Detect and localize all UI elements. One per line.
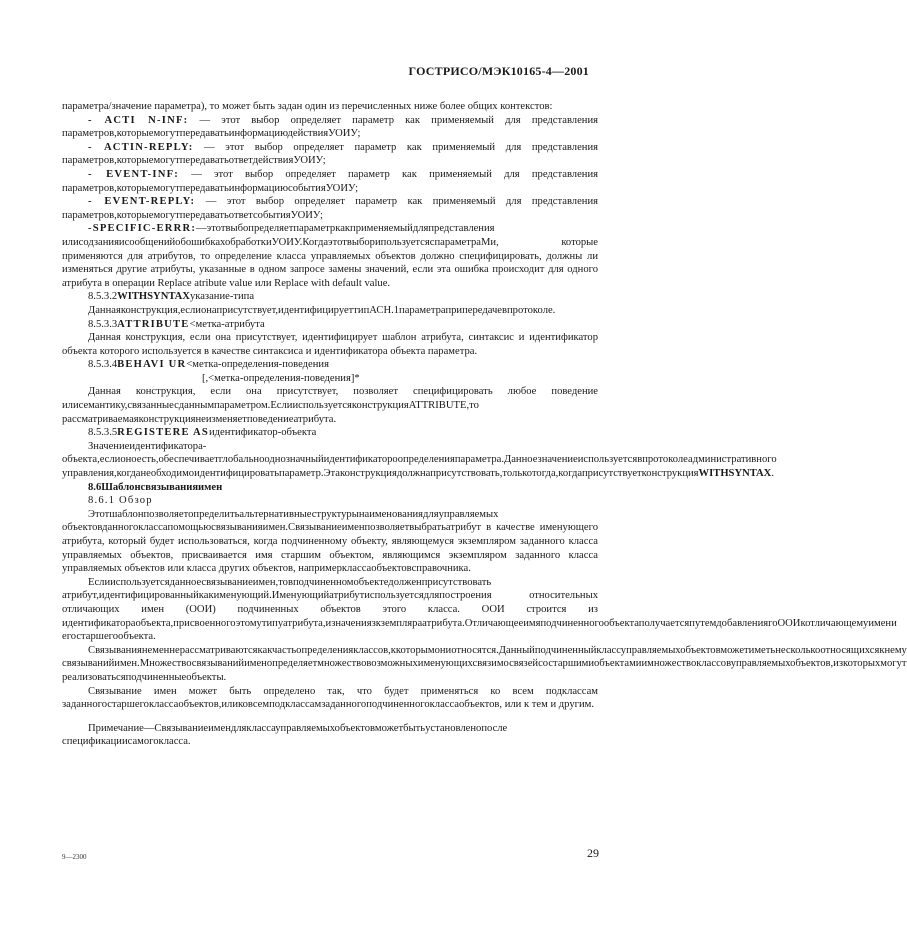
section-8-5-3-3-heading: [62, 318, 598, 332]
section-number: 8.5.3.4: [88, 359, 118, 371]
keyword: REGISTERE AS: [117, 427, 209, 439]
page-number: 29: [587, 846, 599, 860]
section-8-6-heading: [62, 481, 598, 495]
term-actin-inf: - ACTI N-INF:: [88, 114, 189, 126]
section-number: 8.5.3.3: [88, 318, 118, 330]
definition-specific-error: —этотвыбопределяетпараметркакприменяемыйдляпредставления илисодзанияисообщенийобошибкахобработкиУОИУ.КогдаэтотвыборипользуетсяспараметраМи, которые применяются для атрибутов, то определение класса управляемых объектов должно специфицировать, должны ли изменяться другие атрибуты, указанные в одном запросе замены значений, если эта ошибка происходит для одного атрибута в операции Replace atribute value или Replace with default value.: [62, 223, 598, 289]
section-argument: идентификатор-объекта: [208, 427, 317, 439]
term-event-reply: - EVENT-REPLY:: [88, 196, 196, 208]
section-8-5-3-4-heading: [62, 358, 598, 372]
term-specific-error: -SPECIFIC-ERRR:: [88, 223, 197, 235]
section-8-5-3-2-text: Даннаяконструкция,еслионаприсутствует,идентифицируеттипАСН.1параметраприпередачевпротоколе.: [88, 304, 556, 316]
definition-event-inf: — этот выбор определяет параметр как применяемый для представления параметров,которыемогутпередаватьинформациюсобытияУОИУ;: [62, 168, 599, 194]
list-item-event-reply: [62, 195, 598, 222]
list-item-specific-error: [62, 222, 598, 290]
section-title: 8.6Шаблонсвязыванияимен: [88, 481, 223, 493]
section-argument: указание-типа: [189, 291, 255, 303]
term-actin-reply: - ACTIN-REPLY:: [88, 141, 194, 153]
keyword: WITHSYNTAX: [117, 291, 190, 303]
overview-paragraph-4: Связывание имен может быть определено так, что будет применяться ко всем подклассам заданногостаршегоклассаобъектов,иликовсемподклассамзаданногоподчиненногоклассаобъектов, или к тем и другим.: [62, 685, 598, 711]
section-8-5-3-5-heading: [62, 426, 598, 440]
section-8-6-1-heading: 8.6.1 Обзор: [88, 495, 153, 507]
note-paragraph: Примечание—Связываниеимендляклассауправляемыхобъектовможетбытьустановленопосле спецификациисамогокласса.: [62, 722, 508, 748]
section-argument: <метка-определения-поведения: [186, 359, 329, 371]
keyword: ATTRIBUTE: [117, 318, 190, 330]
document-header: ГОСТРИСО/МЭК10165-4—2001: [408, 64, 589, 78]
keyword: BEHAVI UR: [117, 359, 187, 371]
definition-actin-reply: — этот выбор определяет параметр как применяемый для представления параметров,которыемогутпередаватьответдействияУОИУ;: [62, 141, 598, 167]
list-item-actin-inf: [62, 114, 598, 141]
list-item-event-inf: [62, 168, 598, 195]
list-item-actin-reply: [62, 141, 598, 168]
section-8-5-3-2-heading: [62, 290, 598, 304]
definition-event-reply: — этот выбор определяет параметр как применяемый для представления параметров,которыемогутпередаватьответсобытияУОИУ;: [62, 196, 599, 221]
period: .: [771, 468, 774, 480]
keyword-inline: WITHSYNTAX: [698, 468, 772, 480]
section-8-5-3-3-text: Данная конструкция, если она присутствует, идентифицирует шаблон атрибута, синтаксис и идентификатор объекта которого используется в качестве синтаксиса и идентификатора объекта параметра.: [62, 332, 598, 357]
section-8-5-3-5-text: [62, 440, 777, 481]
intro-paragraph: параметра/значение параметра), то может быть задан один из перечисленных ниже более общих контекстов:: [62, 101, 553, 112]
overview-paragraph-2: Еслииспользуетсяданноесвязываниеимен,товподчиненномобъектедолженприсутствовать атрибут,идентифицированныйкакименующий.Именующийатрибутиспользуетсядляпостроения относительных отличающих имен (ООИ) подчиненных объектов этого класса. ООИ строится из идентификатораобъекта,присвоенногоэтомутипуатрибута,изначениязкземпляраатрибута.ОтличающееимяподчиненногообъектаполучаетсяпутемдобавлениягоООИкотличающемуимени егостаршегообъекта.: [62, 576, 897, 643]
section-number: 8.5.3.2: [88, 291, 118, 303]
section-8-5-3-4-text: Данная конструкция, если она присутствует, позволяет специфицировать любое поведение илисемантику,связанныесданнымпараметром.ЕслииспользуетсяконструкцияATTRIBUTE,то рассматриваемаяконструкциянеизменяетповедениеатрибута.: [62, 386, 598, 425]
print-code: 9—2300: [62, 853, 87, 861]
page-body: [62, 100, 907, 749]
section-number: 8.5.3.5: [88, 427, 118, 439]
section-8-5-3-4-continuation: [,<метка-определения-поведения]*: [202, 372, 360, 384]
overview-paragraph-1: Этотшаблонпозволяетопределитьальтернативныеструктурынаименованиядляуправляемых объектовданногоклассапомощьюсвязыванияимен.Связываниеименпозволяетвыбратьатрибут в качестве именующего атрибута, который будет использоваться, когда подчиненному объекту, являющемуся экземпляром заданного класса управляемых объектов, присваивается имя старшим объектом, являющимся экземпляром заданного класса управляемых объектов или класса других объектов, напримерклассаобъектовсправочника.: [62, 508, 598, 575]
section-argument: <метка-атрибута: [189, 318, 265, 330]
definition-actin-inf: — этот выбор определяет параметр как применяемый для представления параметров,которыемогутпередаватьинформациюдействияУОИУ;: [62, 114, 599, 140]
section-text: Значениеидентификатора-объекта,еслионоесть,обеспечиваетглобальнооднозначныйидентификатороопределенияпараметра.Данноезначениеиспользуетсявпротоколеадминистративного управления,когданеобходимоидентифицироватьпараметр.Этаконструкциядолжнаприсутствовать,толькотогда,когдаприсутствуетконструкция: [62, 440, 777, 480]
overview-paragraph-3: Связываниянеменнерассматриваютсякакчастьопределенияклассов,ккоторымониотносятся.Данныйподчиненныйклассуправляемыхобъектовможетиметьнесколькоотносящихсякнему связыванийимен.Множествосвязыванийименопределяетмножествовозможныхименующихсвязимосвязейсостаршимиобъектамиимножествоклассовуправляемыхобъектов,изкоторыхмогут реализоватьсяподчиненныеобъекты.: [62, 644, 907, 683]
term-event-inf: - EVENT-INF:: [88, 168, 179, 180]
